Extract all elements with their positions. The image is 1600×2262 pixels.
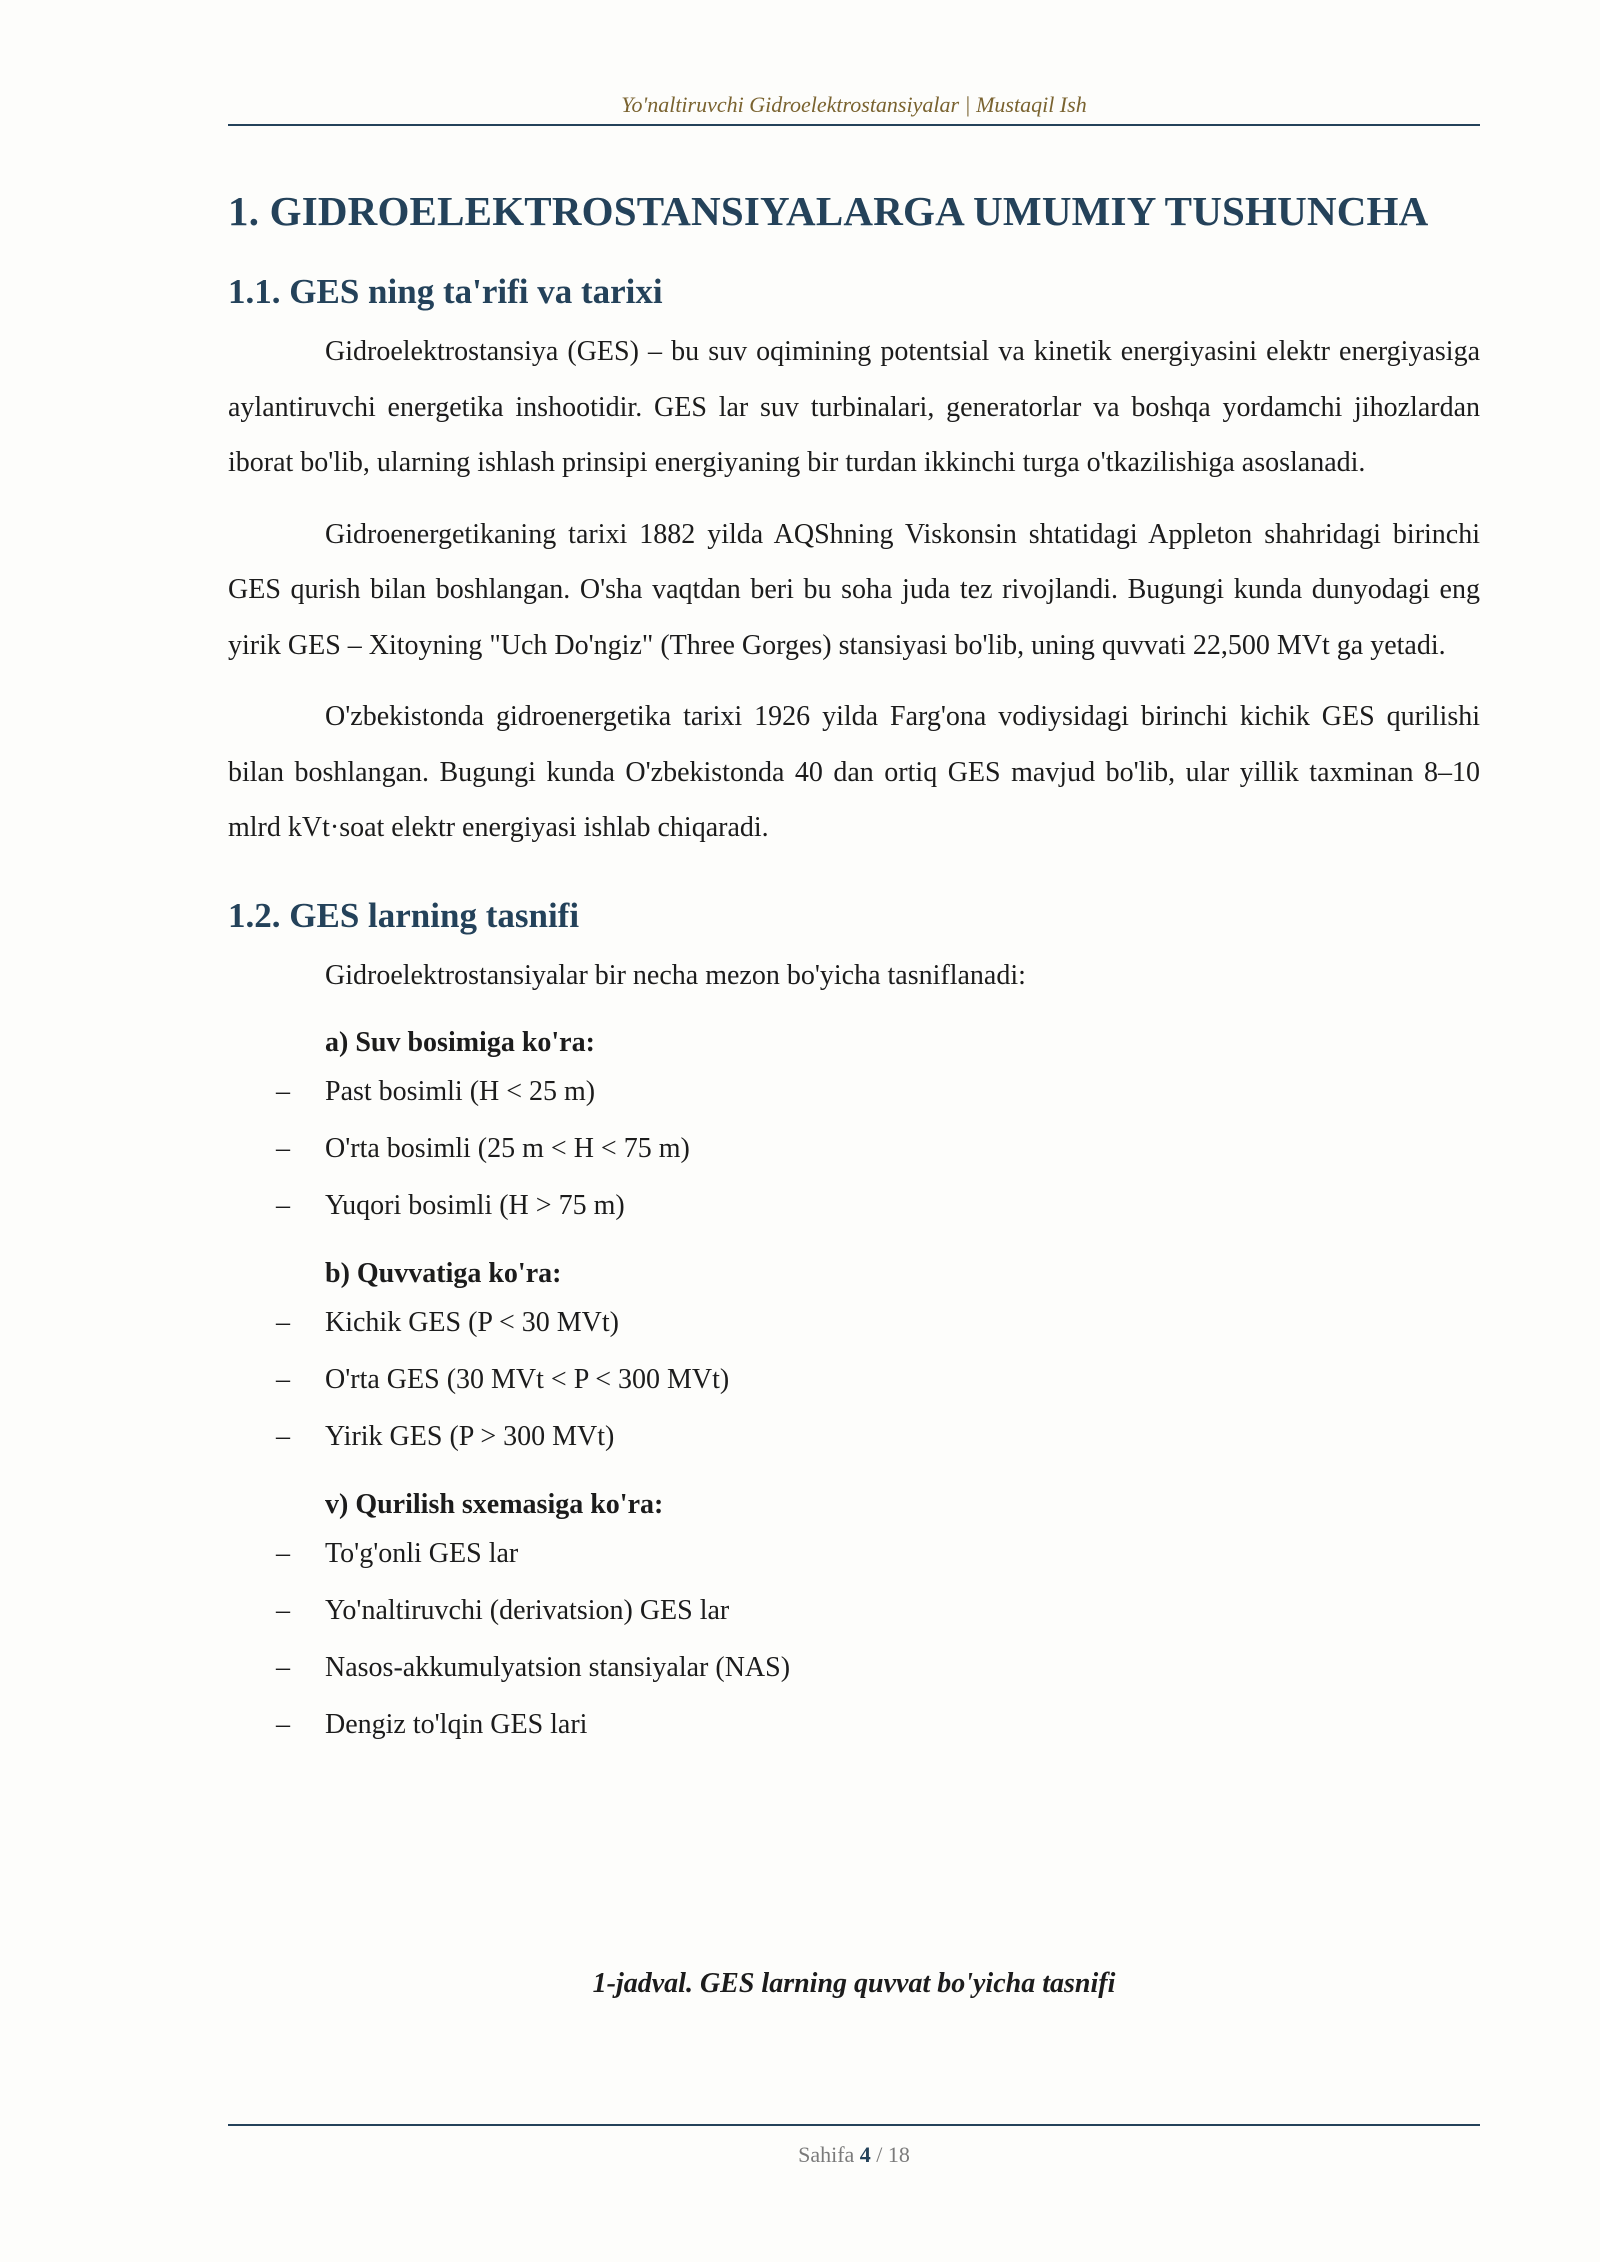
dash-bullet: –: [276, 1651, 290, 1683]
list-item: – Yo'naltiruvchi (derivatsion) GES lar: [228, 1582, 1480, 1639]
footer-divider: [228, 2124, 1480, 2126]
list-item: – Dengiz to'lqin GES lari: [228, 1696, 1480, 1753]
page-number: [228, 2142, 1480, 2168]
list-power: [228, 1294, 1480, 1465]
dash-bullet: –: [276, 1594, 290, 1626]
dash-bullet: –: [276, 1306, 290, 1338]
group-title-pressure: a) Suv bosimiga ko'ra:: [325, 1026, 595, 1058]
dash-bullet: –: [276, 1537, 290, 1569]
list-scheme: [228, 1525, 1480, 1753]
chapter-title: 1. GIDROELEKTROSTANSIYALARGA UMUMIY TUSHUNCHA: [228, 188, 1429, 234]
list-item: – Past bosimli (H < 25 m): [228, 1063, 1480, 1120]
list-item: – Kichik GES (P < 30 MVt): [228, 1294, 1480, 1351]
list-pressure: [228, 1063, 1480, 1234]
paragraph-uzbekistan-history: O'zbekistonda gidroenergetika tarixi 1926 yilda Farg'ona vodiysidagi birinchi kichik GES qurilishi bilan boshlangan. Bugungi kunda O'zbekistonda 40 dan ortiq GES mavjud bo'lib, ular yillik taxminan 8–10 mlrd kVt·soat elektr energiyasi ishlab chiqaradi.: [228, 701, 1480, 843]
page-label: Sahifa: [798, 2142, 855, 2167]
dash-bullet: –: [276, 1708, 290, 1740]
table-caption: 1-jadval. GES larning quvvat bo'yicha tasnifi: [592, 1968, 1116, 1999]
dash-bullet: –: [276, 1189, 290, 1221]
group-title-power: b) Quvvatiga ko'ra:: [325, 1257, 562, 1289]
classification-intro: Gidroelektrostansiyalar bir necha mezon bo'yicha tasniflanadi:: [325, 959, 1026, 991]
list-item: – O'rta bosimli (25 m < H < 75 m): [228, 1120, 1480, 1177]
dash-bullet: –: [276, 1132, 290, 1164]
dash-bullet: –: [276, 1363, 290, 1395]
total-pages: 18: [887, 2142, 910, 2167]
dash-bullet: –: [276, 1075, 290, 1107]
list-item: – Yuqori bosimli (H > 75 m): [228, 1177, 1480, 1234]
current-page: 4: [859, 2142, 871, 2167]
section-title-1-1: 1.1. GES ning ta'rifi va tarixi: [228, 272, 663, 311]
page-content: [228, 186, 1480, 1753]
paragraph-definition: Gidroelektrostansiya (GES) – bu suv oqimining potentsial va kinetik energiyasini elektr energiyasiga aylantiruvchi energetika inshootidir. GES lar suv turbinalari, generatorlar va boshqa yordamchi jihozlardan iborat bo'lib, ularning ishlash prinsipi energiyaning bir turdan ikkinchi turga o'tkazilishiga asoslanadi.: [228, 336, 1480, 478]
list-item: – Nasos-akkumulyatsion stansiyalar (NAS): [228, 1639, 1480, 1696]
running-header: Yo'naltiruvchi Gidroelektrostansiyalar | Mustaqil Ish: [621, 92, 1087, 117]
dash-bullet: –: [276, 1420, 290, 1452]
group-title-scheme: v) Qurilish sxemasiga ko'ra:: [325, 1488, 664, 1520]
list-item: – To'g'onli GES lar: [228, 1525, 1480, 1582]
list-item: – Yirik GES (P > 300 MVt): [228, 1408, 1480, 1465]
page-separator: /: [876, 2142, 883, 2167]
header-divider: [228, 124, 1480, 126]
section-title-1-2: 1.2. GES larning tasnifi: [228, 895, 580, 935]
list-item: – O'rta GES (30 MVt < P < 300 MVt): [228, 1351, 1480, 1408]
paragraph-world-history: Gidroenergetikaning tarixi 1882 yilda AQShning Viskonsin shtatidagi Appleton shahridagi birinchi GES qurish bilan boshlangan. O'sha vaqtdan beri bu soha juda tez rivojlandi. Bugungi kunda dunyodagi eng yirik GES – Xitoyning "Uch Do'ngiz" (Three Gorges) stansiyasi bo'lib, uning quvvati 22,500 MVt ga yetadi.: [228, 518, 1480, 661]
